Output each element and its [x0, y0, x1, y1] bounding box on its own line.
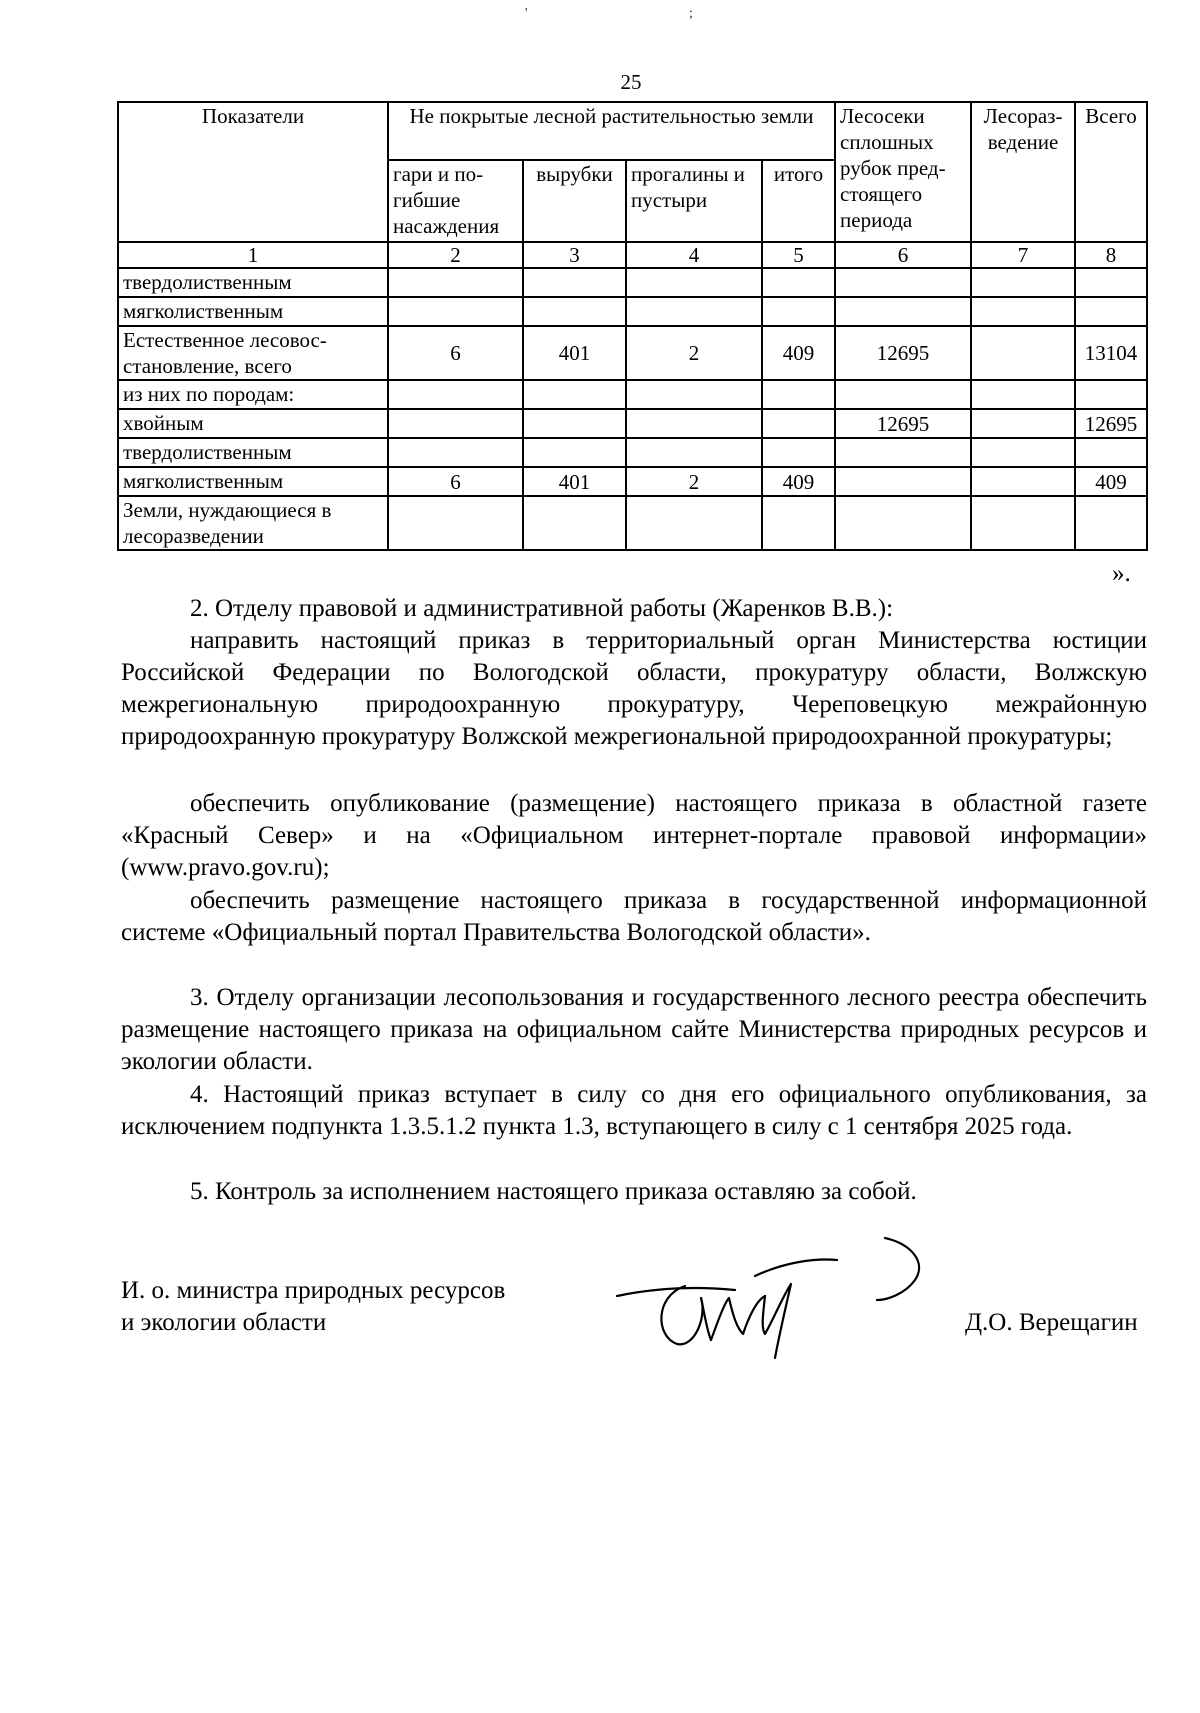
table-cell: [762, 297, 835, 326]
table-cell: [835, 496, 971, 550]
table-cell: [523, 297, 626, 326]
header-cutting-areas: Лесосеки сплошных рубок пред-стоящего периода: [835, 102, 971, 242]
table-row: [118, 496, 1147, 550]
table-cell: [835, 297, 971, 326]
table-cell: [971, 326, 1075, 380]
table-cell: 2: [626, 467, 762, 496]
paragraph-5: 5. Контроль за исполнением настоящего приказа оставляю за собой.: [190, 1178, 917, 1205]
table-row: [118, 268, 1147, 297]
table-cell: [762, 438, 835, 467]
table-cell: [523, 380, 626, 409]
signatory-name: Д.О. Верещагин: [965, 1309, 1138, 1336]
row-label: хвойным: [118, 409, 388, 438]
signatory-position: [121, 1275, 505, 1339]
table-cell: [835, 467, 971, 496]
table-cell: [971, 438, 1075, 467]
header-burns: гари и по-гибшие насаждения: [388, 160, 523, 242]
column-number: 4: [626, 242, 762, 268]
table-cell: 12695: [835, 326, 971, 380]
table-cell: [1075, 496, 1147, 550]
table-cell: [835, 438, 971, 467]
table-cell: [971, 467, 1075, 496]
paragraph-2-portal: обеспечить размещение настоящего приказа в государственной информационной системе «Официальный портал Правительства Вологодской области».: [121, 887, 1147, 946]
table-cell: [388, 438, 523, 467]
header-clearings: вырубки: [523, 160, 626, 242]
row-label: мягколиственным: [118, 467, 388, 496]
table-cell: 2: [626, 326, 762, 380]
table-row: [118, 467, 1147, 496]
table-row: [118, 297, 1147, 326]
table-cell: [1075, 380, 1147, 409]
header-total: Всего: [1075, 102, 1147, 242]
table-cell: 401: [523, 326, 626, 380]
header-afforestation: Лесораз-ведение: [971, 102, 1075, 242]
table-cell: 6: [388, 467, 523, 496]
table-cell: 13104: [1075, 326, 1147, 380]
signatory-position-line-1: И. о. министра природных ресурсов: [121, 1277, 506, 1304]
table-cell: [971, 380, 1075, 409]
header-not-covered-group: Не покрытые лесной растительностью земли: [388, 102, 835, 160]
column-number: 6: [835, 242, 971, 268]
table-row: [118, 326, 1147, 380]
header-indicators: Показатели: [118, 102, 388, 242]
column-number: 1: [118, 242, 388, 268]
table-cell: [626, 496, 762, 550]
table-cell: [523, 268, 626, 297]
table-cell: [762, 409, 835, 438]
forest-data-table: [117, 101, 1148, 551]
table-row: [118, 438, 1147, 467]
table-cell: [626, 268, 762, 297]
paragraph-2: 2. Отделу правовой и административной работы (Жаренков В.В.):: [190, 595, 894, 622]
table-cell: [971, 496, 1075, 550]
row-label: Земли, нуждающиеся в лесоразведении: [118, 496, 388, 550]
table-cell: [1075, 297, 1147, 326]
table-cell: [762, 268, 835, 297]
table-cell: [835, 268, 971, 297]
table-cell: 6: [388, 326, 523, 380]
table-cell: 401: [523, 467, 626, 496]
table-cell: [523, 438, 626, 467]
row-label: Естественное лесовос-становление, всего: [118, 326, 388, 380]
table-cell: 12695: [1075, 409, 1147, 438]
handwritten-signature-icon: [615, 1236, 955, 1366]
table-cell: [626, 438, 762, 467]
scan-artifact-mark: ;: [689, 6, 693, 21]
table-cell: [971, 409, 1075, 438]
row-label: из них по породам:: [118, 380, 388, 409]
table-cell: [835, 380, 971, 409]
table-cell: [523, 409, 626, 438]
table-cell: [626, 380, 762, 409]
table-cell: [1075, 438, 1147, 467]
table-cell: [388, 496, 523, 550]
table-cell: [762, 496, 835, 550]
header-glades: прогалины и пустыри: [626, 160, 762, 242]
table-cell: [971, 268, 1075, 297]
table-cell: 409: [1075, 467, 1147, 496]
table-cell: [523, 496, 626, 550]
paragraph-2-direct: направить настоящий приказ в территориальный орган Министерства юстиции Российской Федерации по Вологодской области, прокуратуру области, Волжскую межрегиональную природоохранную прокуратуру, Череповецкую межрайонную природоохранную прокуратуру Волжской межрегиональной природоохранной прокуратуры;: [121, 627, 1147, 750]
column-number: 7: [971, 242, 1075, 268]
column-number: 2: [388, 242, 523, 268]
header-subtotal: итого: [762, 160, 835, 242]
row-label: твердолиственным: [118, 268, 388, 297]
page-number: 25: [620, 70, 642, 94]
scan-artifact-mark: ': [525, 6, 528, 21]
table-cell: [388, 380, 523, 409]
table-cell: [762, 380, 835, 409]
table-cell: [388, 297, 523, 326]
table-cell: [626, 409, 762, 438]
column-number: 5: [762, 242, 835, 268]
table-cell: [388, 268, 523, 297]
row-label: мягколиственным: [118, 297, 388, 326]
closing-quote: ».: [1112, 560, 1131, 587]
table-cell: 12695: [835, 409, 971, 438]
table-cell: 409: [762, 326, 835, 380]
table-cell: [626, 297, 762, 326]
table-row: [118, 380, 1147, 409]
table-cell: 409: [762, 467, 835, 496]
table-row: [118, 409, 1147, 438]
signatory-position-line-2: и экологии области: [121, 1309, 327, 1336]
paragraph-2-publish: обеспечить опубликование (размещение) настоящего приказа в областной газете «Красный Север» и на «Официальном интернет-портале правовой информации» (www.pravo.gov.ru);: [121, 790, 1147, 881]
table-cell: [1075, 268, 1147, 297]
paragraph-3: 3. Отделу организации лесопользования и государственного лесного реестра обеспечить размещение настоящего приказа на официальном сайте Министерства природных ресурсов и экологии области.: [121, 984, 1147, 1075]
column-number: 3: [523, 242, 626, 268]
row-label: твердолиственным: [118, 438, 388, 467]
column-number: 8: [1075, 242, 1147, 268]
table-cell: [388, 409, 523, 438]
paragraph-4: 4. Настоящий приказ вступает в силу со дня его официального опубликования, за исключением подпункта 1.3.5.1.2 пункта 1.3, вступающего в силу с 1 сентября 2025 года.: [121, 1081, 1147, 1140]
table-cell: [971, 297, 1075, 326]
